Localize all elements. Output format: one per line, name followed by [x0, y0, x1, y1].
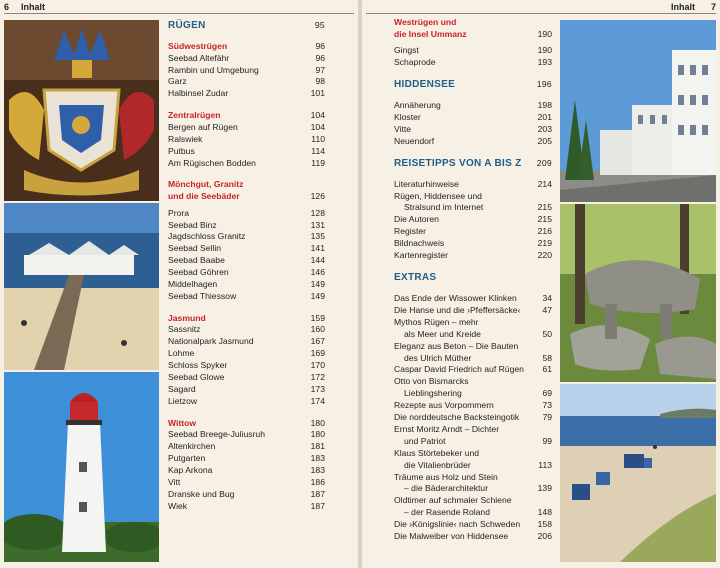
- toc-entry[interactable]: Seebad Göhren 146: [168, 267, 325, 278]
- toc-group-jasmund[interactable]: [168, 313, 325, 325]
- toc-entry[interactable]: Vitt 186: [168, 477, 325, 488]
- toc-entry[interactable]: Neuendorf 205: [394, 135, 552, 146]
- section-title: REISETIPPS VON A BIS Z: [394, 157, 522, 169]
- toc-entry[interactable]: Halbinsel Zudar 101: [168, 88, 325, 99]
- toc-entry[interactable]: Seebad Altefähr 96: [168, 52, 325, 63]
- photo-white-buildings: [560, 20, 716, 202]
- toc-entry[interactable]: Annäherung 198: [394, 100, 552, 110]
- section-title: EXTRAS: [394, 271, 437, 283]
- toc-entry[interactable]: Sassnitz 160: [168, 324, 325, 335]
- left-header-title: Inhalt: [21, 2, 46, 12]
- toc-entry[interactable]: die Vitalienbrüder 113: [404, 459, 552, 470]
- group-title: Jasmund: [168, 312, 206, 323]
- toc-section-extras[interactable]: [394, 272, 552, 283]
- photo-beach-chairs: [560, 384, 716, 562]
- left-page-number: 6: [4, 2, 10, 12]
- toc-entry[interactable]: Putbus 114: [168, 145, 325, 156]
- toc-entry[interactable]: Bergen auf Rügen 104: [168, 121, 325, 132]
- toc-entry[interactable]: Bildnachweis 219: [394, 238, 552, 249]
- toc-entry[interactable]: Literaturhinweise 214: [394, 178, 552, 189]
- photo-lighthouse: [4, 372, 159, 562]
- toc-entry[interactable]: Sagard 173: [168, 384, 325, 394]
- toc-entry[interactable]: Lietzow 174: [168, 395, 325, 406]
- toc-entry[interactable]: Prora 128: [168, 207, 325, 218]
- toc-entry[interactable]: Nationalpark Jasmund 167: [168, 336, 325, 347]
- toc-group-moenchgut-line2[interactable]: [168, 191, 325, 203]
- group-title: Südwestrügen: [168, 41, 228, 51]
- right-page: [362, 0, 720, 568]
- group-title-line1: Mönchgut, Granitz: [168, 179, 244, 190]
- toc-entry[interactable]: Ralswiek 110: [168, 133, 325, 144]
- right-toc: [394, 17, 552, 543]
- toc-entry[interactable]: Das Ende der Wissower Klinken 34: [394, 292, 552, 303]
- photo-megalith: [560, 204, 716, 382]
- right-page-number: 7: [710, 2, 716, 12]
- coat-of-arms-illustration: [4, 20, 159, 201]
- toc-entry[interactable]: Schloss Spyker 170: [168, 360, 325, 371]
- section-page: 209: [536, 157, 552, 168]
- toc-entry[interactable]: Wiek 187: [168, 500, 325, 511]
- toc-entry[interactable]: Seebad Sellin 141: [168, 243, 325, 254]
- toc-entry[interactable]: Register 216: [394, 226, 552, 237]
- toc-entry[interactable]: – die Bäderarchitektur 139: [404, 483, 552, 494]
- group-title: Wittow: [168, 417, 197, 428]
- toc-entry[interactable]: Garz 98: [168, 76, 325, 87]
- group-page: 96: [315, 41, 325, 51]
- toc-entry[interactable]: Caspar David Friedrich auf Rügen 61: [394, 364, 552, 375]
- right-header-title: Inhalt: [670, 2, 695, 12]
- toc-group-moenchgut[interactable]: [168, 179, 325, 191]
- toc-group-wittow[interactable]: [168, 418, 325, 430]
- toc-entry[interactable]: Altenkirchen 181: [168, 441, 325, 452]
- group-title-line1: Westrügen und: [394, 17, 457, 27]
- toc-section-reisetipps[interactable]: [394, 158, 552, 169]
- megalith-illustration: [560, 204, 716, 382]
- toc-entry[interactable]: Dranske und Bug 187: [168, 488, 325, 499]
- toc-section-hiddensee[interactable]: [394, 79, 552, 90]
- toc-entry[interactable]: Seebad Binz 131: [168, 219, 325, 230]
- group-page: 126: [310, 191, 325, 202]
- toc-group-westruegen-line2[interactable]: [394, 29, 552, 41]
- photo-coat-of-arms: [4, 20, 159, 201]
- beach-illustration: [560, 384, 716, 562]
- left-toc: [168, 20, 325, 513]
- toc-entry[interactable]: Träume aus Holz und Stein: [394, 471, 498, 482]
- toc-entry[interactable]: Vitte 203: [394, 123, 552, 134]
- toc-entry[interactable]: Kap Arkona 183: [168, 465, 325, 476]
- left-page: [0, 0, 358, 568]
- right-page-header: [671, 2, 716, 12]
- toc-entry[interactable]: Kartenregister 220: [394, 250, 552, 261]
- toc-entry[interactable]: Seebad Baabe 144: [168, 255, 325, 266]
- toc-entry[interactable]: Klaus Störtebeker und: [394, 447, 480, 458]
- right-header-rule: [366, 13, 716, 14]
- toc-section-ruegen[interactable]: [168, 20, 325, 31]
- toc-entry[interactable]: Die ›Königslinie‹ nach Schweden 158: [394, 519, 552, 530]
- section-title: RÜGEN: [168, 20, 206, 31]
- toc-entry[interactable]: Stralsund im Internet 215: [404, 202, 552, 213]
- photo-pier: [4, 203, 159, 370]
- group-page: 159: [310, 312, 325, 323]
- toc-entry[interactable]: Die Malweiber von Hiddensee 206: [394, 531, 552, 542]
- group-title: Zentralrügen: [168, 110, 221, 121]
- toc-entry[interactable]: des Ulrich Müther 58: [404, 352, 552, 363]
- group-title-line2: die Insel Ummanz: [394, 28, 467, 39]
- group-page: 104: [310, 110, 325, 121]
- toc-entry[interactable]: Oldtimer auf schmaler Schiene: [394, 495, 512, 506]
- left-page-header: [4, 2, 45, 12]
- toc-entry[interactable]: Lohme 169: [168, 348, 325, 359]
- toc-entry[interactable]: – der Rasende Roland 148: [404, 507, 552, 518]
- left-header-rule: [4, 13, 354, 14]
- group-page: 180: [310, 417, 325, 428]
- group-title-line2: und die Seebäder: [168, 191, 240, 202]
- toc-entry[interactable]: Mythos Rügen – mehr: [394, 316, 479, 327]
- pier-illustration: [4, 203, 159, 370]
- toc-entry[interactable]: und Patriot 99: [404, 435, 552, 446]
- lighthouse-illustration: [4, 372, 159, 562]
- toc-entry[interactable]: Seebad Thiessow 149: [168, 290, 325, 301]
- toc-entry[interactable]: Die Autoren 215: [394, 214, 552, 225]
- section-title: HIDDENSEE: [394, 79, 456, 90]
- buildings-illustration: [560, 20, 716, 202]
- toc-group-westruegen[interactable]: [394, 17, 552, 29]
- toc-group-zentralruegen[interactable]: [168, 110, 325, 122]
- section-page: 196: [536, 79, 552, 89]
- group-page: 190: [537, 28, 552, 39]
- toc-entry[interactable]: Rambin und Umgebung 97: [168, 64, 325, 75]
- toc-entry[interactable]: Seebad Glowe 172: [168, 372, 325, 383]
- toc-entry[interactable]: Lieblingshering 69: [404, 388, 552, 399]
- toc-entry[interactable]: Seebad Breege-Juliusruh 180: [168, 429, 325, 440]
- toc-entry[interactable]: Eleganz aus Beton – Die Bauten: [394, 340, 519, 351]
- section-page: 95: [314, 20, 325, 30]
- toc-entry[interactable]: Middelhagen 149: [168, 279, 325, 290]
- toc-entry[interactable]: als Meer und Kreide 50: [404, 328, 552, 339]
- toc-entry[interactable]: Die norddeutsche Backsteingotik 79: [394, 412, 552, 423]
- toc-entry[interactable]: Jagdschloss Granitz 135: [168, 231, 325, 242]
- toc-entry[interactable]: Otto von Bismarcks: [394, 376, 469, 387]
- toc-entry[interactable]: Ernst Moritz Arndt – Dichter: [394, 423, 500, 434]
- toc-entry[interactable]: Am Rügischen Bodden 119: [168, 157, 325, 168]
- toc-entry[interactable]: Rügen, Hiddensee und: [394, 190, 482, 201]
- toc-entry[interactable]: Rezepte aus Vorpommern 73: [394, 400, 552, 411]
- toc-entry[interactable]: Putgarten 183: [168, 453, 325, 464]
- toc-entry[interactable]: Schaprode 193: [394, 57, 552, 68]
- toc-entry[interactable]: Kloster 201: [394, 111, 552, 122]
- toc-entry[interactable]: Gingst 190: [394, 45, 552, 56]
- toc-entry[interactable]: Die Hanse und die ›Pfeffersäcke‹ 47: [394, 304, 552, 315]
- toc-group-suedwestruegen[interactable]: [168, 41, 325, 53]
